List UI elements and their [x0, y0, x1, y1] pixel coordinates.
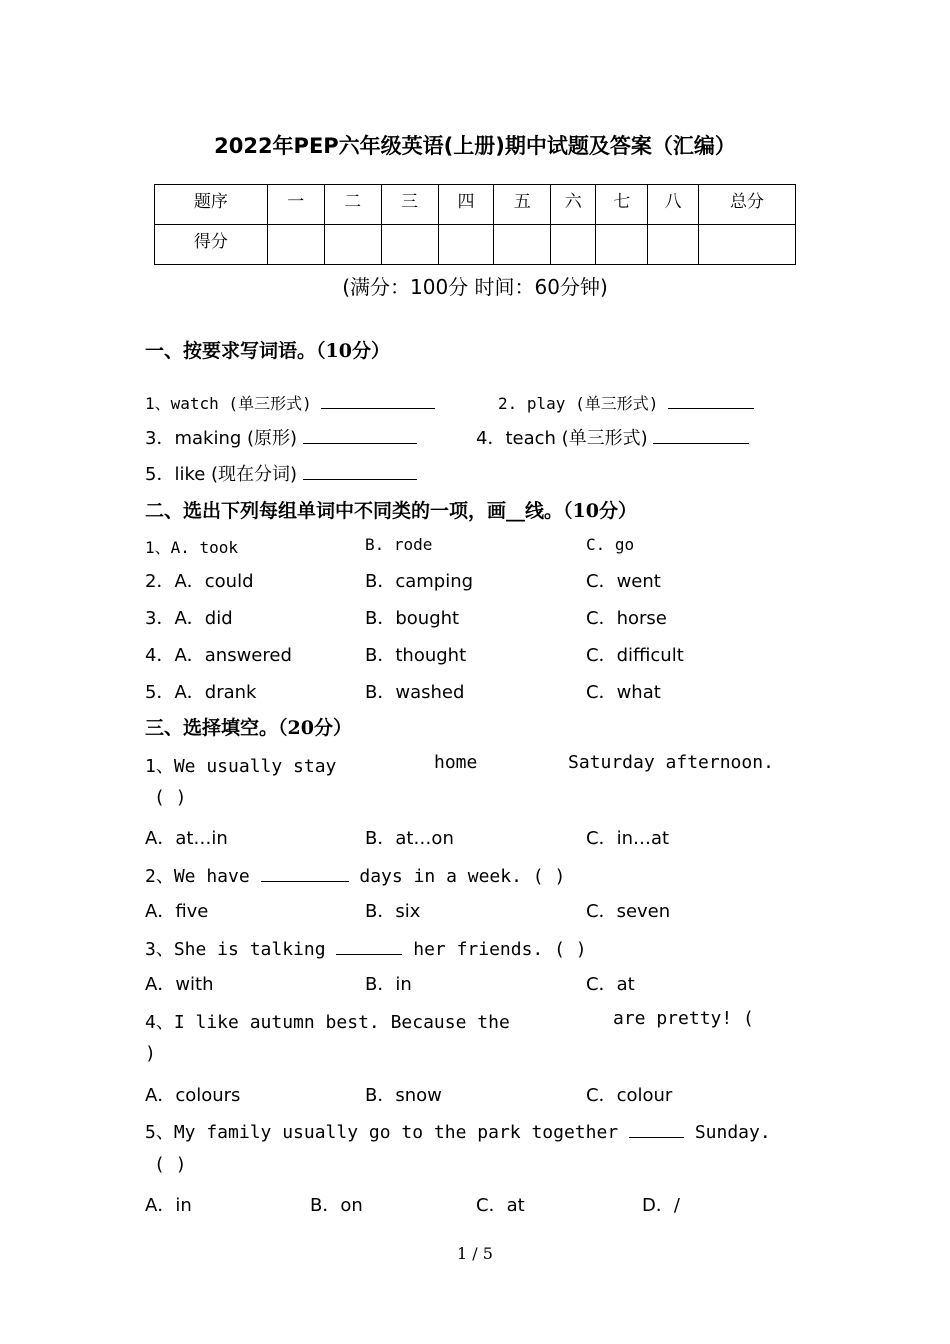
- score-cell[interactable]: [381, 225, 438, 265]
- score-cell[interactable]: [438, 225, 494, 265]
- section2-row-2-c: C．went: [586, 571, 661, 592]
- q5-text-b: Sunday.: [684, 1122, 771, 1143]
- score-cell[interactable]: [494, 225, 551, 265]
- section1-item-5: [145, 460, 417, 486]
- q2-option-b: B．six: [365, 901, 421, 922]
- q4-text-a: 4、I like autumn best. Because the: [145, 1012, 510, 1033]
- q1-answer-bracket[interactable]: ( ): [154, 787, 187, 808]
- score-header-cell: 题序: [155, 185, 268, 225]
- section2-row-4-c: C．difficult: [586, 645, 684, 666]
- answer-blank[interactable]: [336, 936, 402, 955]
- score-header-cell: 一: [267, 185, 324, 225]
- score-header-cell: 总分: [699, 185, 796, 225]
- q3-option-a: A．with: [145, 974, 214, 995]
- section2-row-3-b: B．bought: [365, 608, 460, 629]
- section1-item-3: [145, 424, 417, 450]
- q2-text-a: 2、We have: [145, 866, 261, 887]
- section2-row-3-c: C．horse: [586, 608, 667, 629]
- q3-question: [145, 935, 587, 961]
- q1-option-b: B．at…on: [365, 828, 454, 849]
- section2-row-1-a: 1、A. took: [145, 538, 239, 557]
- section2-row-1-c: C. go: [586, 535, 635, 554]
- q5-option-a: A．in: [145, 1195, 192, 1216]
- score-table: [154, 184, 796, 265]
- score-cell[interactable]: [648, 225, 699, 265]
- answer-blank[interactable]: [653, 425, 749, 444]
- q4-option-c: C．colour: [586, 1085, 673, 1106]
- score-header-cell: 八: [648, 185, 699, 225]
- q1-text-b: home: [434, 752, 478, 773]
- q2-text-b: days in a week. ( ): [348, 866, 566, 887]
- q3-option-b: B．in: [365, 974, 412, 995]
- answer-blank[interactable]: [321, 390, 435, 409]
- section2-row-5-a: 5．A．drank: [145, 682, 257, 703]
- item-text: 5．like (现在分词): [145, 464, 303, 485]
- q5-option-c: C．at: [476, 1195, 525, 1216]
- section2-row-3-a: 3．A．did: [145, 608, 233, 629]
- score-table-score-row: [155, 225, 796, 265]
- section2-row-2-a: 2．A．could: [145, 571, 254, 592]
- q1-text-a: 1、We usually stay: [145, 756, 337, 777]
- section2-row-5-b: B．washed: [365, 682, 465, 703]
- section1-item-1: [145, 390, 435, 414]
- q1-text-c: Saturday afternoon.: [568, 752, 774, 773]
- answer-blank[interactable]: [629, 1119, 684, 1138]
- score-table-header-row: [155, 185, 796, 225]
- q3-option-c: C．at: [586, 974, 635, 995]
- q4-option-a: A．colours: [145, 1085, 241, 1106]
- item-text: 3．making (原形): [145, 428, 303, 449]
- score-cell[interactable]: [267, 225, 324, 265]
- q4-answer-bracket[interactable]: ): [145, 1043, 156, 1064]
- answer-blank[interactable]: [668, 390, 754, 409]
- score-cell[interactable]: [324, 225, 381, 265]
- score-header-cell: 三: [381, 185, 438, 225]
- score-header-cell: 七: [596, 185, 648, 225]
- q2-question: [145, 862, 565, 888]
- score-cell[interactable]: [596, 225, 648, 265]
- section1-item-2: [498, 390, 754, 414]
- q2-option-c: C．seven: [586, 901, 671, 922]
- section1-heading: 一、按要求写词语。（10分）: [145, 340, 390, 362]
- section2-row-1-b: B. rode: [365, 535, 433, 554]
- score-header-cell: 二: [324, 185, 381, 225]
- score-header-cell: 四: [438, 185, 494, 225]
- q5-question: [145, 1118, 771, 1144]
- score-cell[interactable]: [551, 225, 596, 265]
- answer-blank[interactable]: [303, 461, 417, 480]
- q1-option-c: C．in…at: [586, 828, 670, 849]
- q1-option-a: A．at…in: [145, 828, 228, 849]
- section2-heading: 二、选出下列每组单词中不同类的一项，画__线。（10分）: [145, 500, 637, 522]
- q5-option-b: B．on: [310, 1195, 363, 1216]
- item-text: 4．teach (单三形式): [476, 428, 654, 449]
- item-text: 2. play (单三形式): [498, 394, 668, 413]
- score-row-label: 得分: [155, 225, 268, 265]
- answer-blank[interactable]: [303, 425, 417, 444]
- page-number: 1 / 5: [457, 1244, 493, 1263]
- section1-item-4: [476, 424, 749, 450]
- q2-option-a: A．five: [145, 901, 209, 922]
- q5-option-d: D．/: [642, 1195, 680, 1216]
- section3-heading: 三、选择填空。（20分）: [145, 717, 352, 739]
- q5-answer-bracket[interactable]: ( ): [154, 1154, 187, 1175]
- q3-text-b: her friends. ( ): [402, 939, 587, 960]
- q4-text-b: are pretty! (: [613, 1008, 754, 1029]
- page-title: 2022年PEP六年级英语(上册)期中试题及答案（汇编）: [214, 134, 736, 158]
- score-header-cell: 六: [551, 185, 596, 225]
- q3-text-a: 3、She is talking: [145, 939, 337, 960]
- q5-text-a: 5、My family usually go to the park together: [145, 1122, 629, 1143]
- score-header-cell: 五: [494, 185, 551, 225]
- section2-row-2-b: B．camping: [365, 571, 474, 592]
- section2-row-5-c: C．what: [586, 682, 661, 703]
- answer-blank[interactable]: [261, 863, 349, 882]
- section2-row-4-a: 4．A．answered: [145, 645, 292, 666]
- section2-row-4-b: B．thought: [365, 645, 467, 666]
- item-text: 1、watch (单三形式): [145, 394, 322, 413]
- score-cell[interactable]: [699, 225, 796, 265]
- q4-option-b: B．snow: [365, 1085, 442, 1106]
- exam-info: (满分：100分 时间：60分钟): [342, 275, 608, 299]
